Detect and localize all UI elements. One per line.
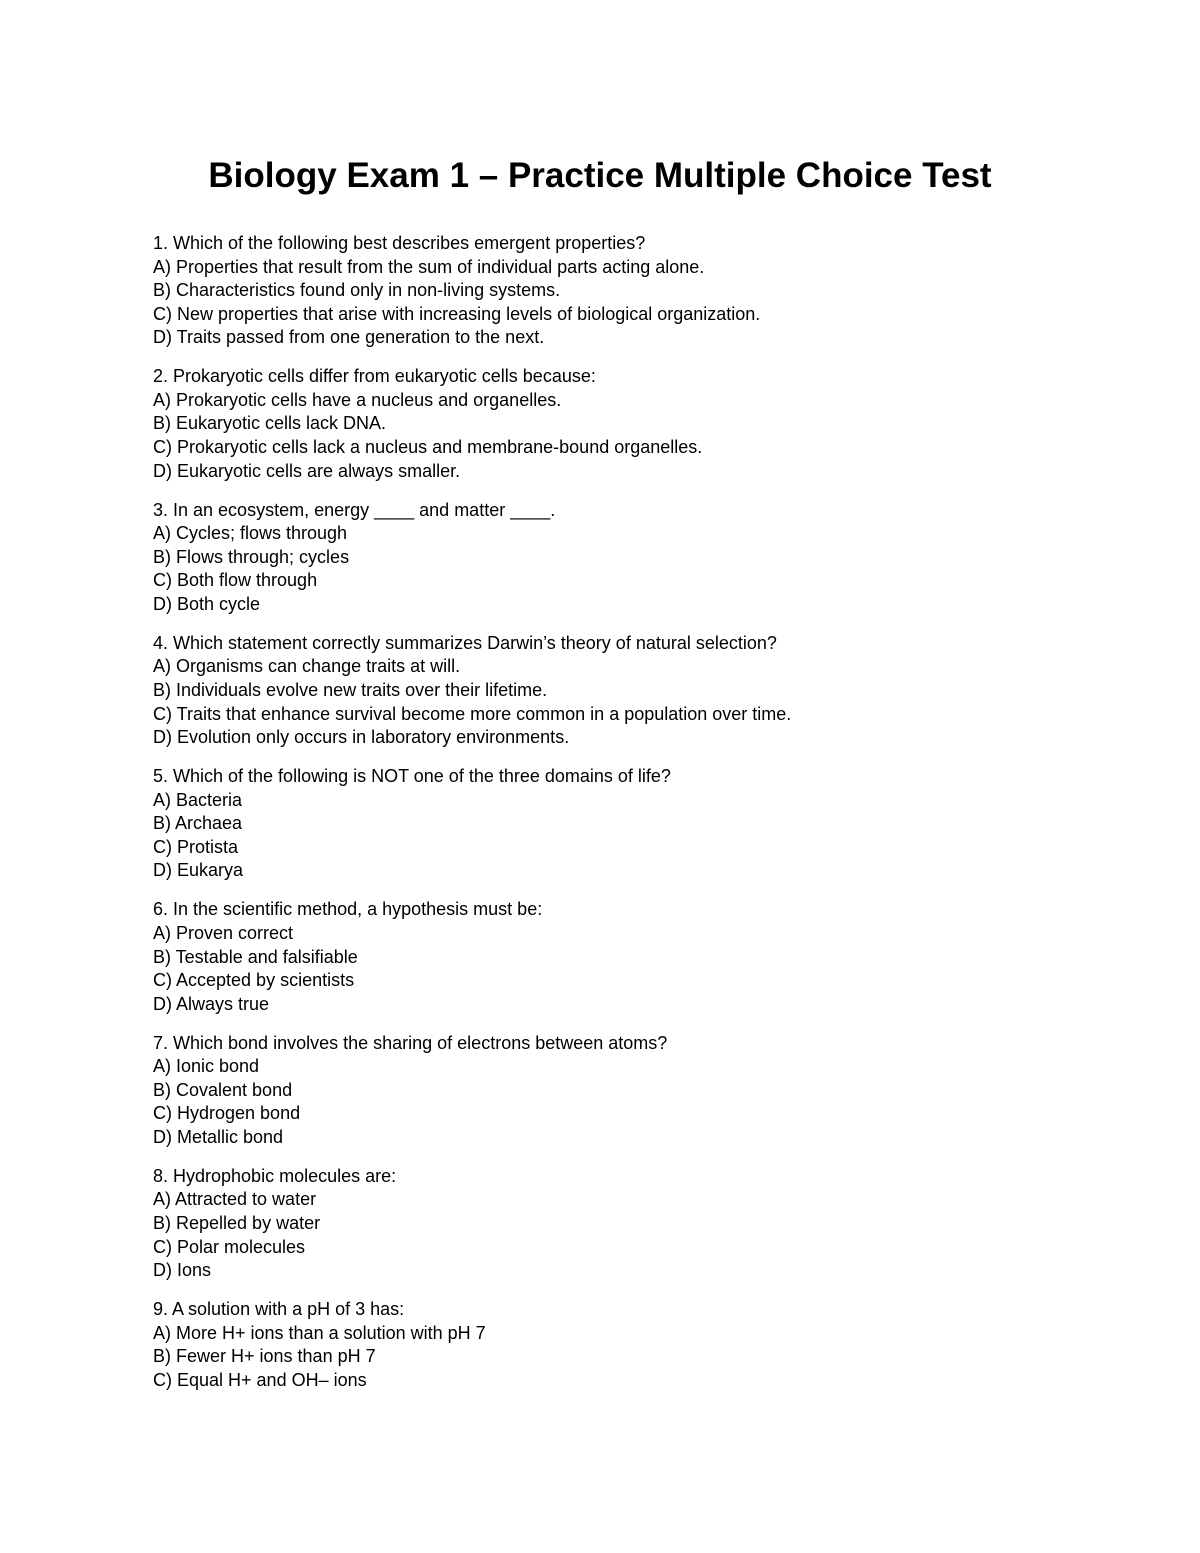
question-prompt: 5. Which of the following is NOT one of the three domains of life? [153, 766, 671, 787]
answer-option: A) Prokaryotic cells have a nucleus and organelles. [153, 389, 562, 410]
answer-option: B) Fewer H+ ions than pH 7 [153, 1346, 376, 1367]
question-prompt: 3. In an ecosystem, energy ____ and matter ____. [153, 499, 556, 520]
page-title: Biology Exam 1 – Practice Multiple Choice Test [208, 156, 992, 195]
answer-option: B) Archaea [153, 813, 243, 834]
answer-option: A) Ionic bond [153, 1056, 260, 1077]
answer-option: D) Eukaryotic cells are always smaller. [153, 460, 461, 481]
question-prompt: 6. In the scientific method, a hypothesis must be: [153, 899, 543, 920]
question-item [153, 1298, 1053, 1392]
answer-option: C) Accepted by scientists [153, 970, 355, 991]
answer-option: B) Flows through; cycles [153, 546, 350, 567]
question-item [153, 1032, 1053, 1150]
answer-option: C) Equal H+ and OH– ions [153, 1369, 367, 1390]
answer-option: C) Both flow through [153, 570, 318, 591]
answer-option: D) Always true [153, 993, 270, 1014]
answer-option: D) Ions [153, 1260, 212, 1281]
answer-option: C) New properties that arise with increasing levels of biological organization. [153, 303, 761, 324]
question-item [153, 1165, 1053, 1283]
question-prompt: 1. Which of the following best describes emergent properties? [153, 233, 646, 253]
answer-option: A) Cycles; flows through [153, 523, 348, 544]
answer-option: B) Characteristics found only in non-living systems. [153, 280, 561, 301]
question-prompt: 7. Which bond involves the sharing of electrons between atoms? [153, 1032, 668, 1053]
answer-option: C) Prokaryotic cells lack a nucleus and membrane-bound organelles. [153, 437, 703, 458]
answer-option: B) Testable and falsifiable [153, 946, 358, 967]
question-item [153, 232, 1053, 350]
answer-option: C) Polar molecules [153, 1236, 306, 1257]
question-item [153, 365, 1053, 483]
question-item [153, 632, 1053, 750]
question-item [153, 499, 1053, 617]
answer-option: C) Traits that enhance survival become more common in a population over time. [153, 703, 792, 724]
question-prompt: 9. A solution with a pH of 3 has: [153, 1299, 405, 1320]
answer-option: D) Traits passed from one generation to the next. [153, 327, 545, 348]
answer-option: A) Organisms can change traits at will. [153, 656, 461, 677]
answer-option: D) Metallic bond [153, 1126, 284, 1147]
answer-option: B) Repelled by water [153, 1213, 321, 1234]
answer-option: B) Individuals evolve new traits over their lifetime. [153, 679, 548, 700]
answer-option: B) Eukaryotic cells lack DNA. [153, 413, 387, 434]
question-list [153, 232, 1053, 1408]
answer-option: B) Covalent bond [153, 1079, 293, 1100]
answer-option: A) Attracted to water [153, 1189, 317, 1210]
answer-option: A) Proven correct [153, 922, 294, 943]
question-item [153, 765, 1053, 883]
question-prompt: 8. Hydrophobic molecules are: [153, 1165, 397, 1186]
answer-option: C) Protista [153, 836, 239, 857]
answer-option: A) Properties that result from the sum of individual parts acting alone. [153, 256, 705, 277]
answer-option: D) Eukarya [153, 860, 244, 881]
answer-option: A) More H+ ions than a solution with pH 7 [153, 1322, 486, 1343]
question-prompt: 2. Prokaryotic cells differ from eukaryotic cells because: [153, 366, 596, 387]
answer-option: D) Evolution only occurs in laboratory environments. [153, 727, 570, 748]
answer-option: C) Hydrogen bond [153, 1103, 301, 1124]
question-prompt: 4. Which statement correctly summarizes Darwin’s theory of natural selection? [153, 632, 777, 653]
answer-option: D) Both cycle [153, 593, 261, 614]
question-item [153, 898, 1053, 1016]
answer-option: A) Bacteria [153, 789, 243, 810]
